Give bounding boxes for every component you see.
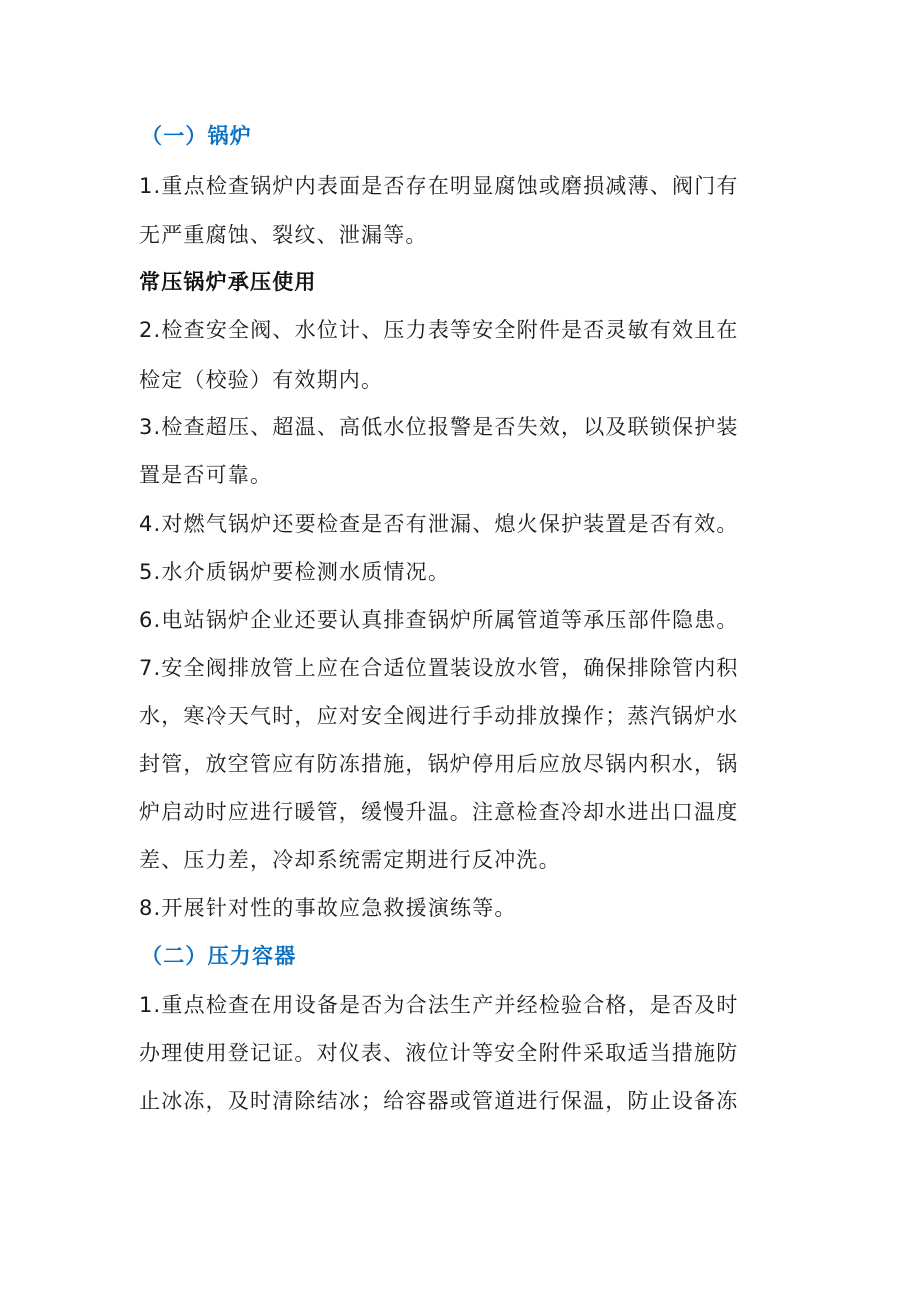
paragraph-line: 2.检查安全阀、水位计、压力表等安全附件是否灵敏有效且在 [139, 318, 739, 342]
paragraph-line: 封管，放空管应有防冻措施，锅炉停用后应放尽锅内积水，锅 [139, 752, 739, 776]
paragraph-line: 6.电站锅炉企业还要认真排查锅炉所属管道等承压部件隐患。 [139, 608, 739, 632]
paragraph-line: 8.开展针对性的事故应急救援演练等。 [139, 896, 517, 920]
paragraph-line: 7.安全阀排放管上应在合适位置装设放水管，确保排除管内积 [139, 656, 739, 680]
paragraph-line: 止冰冻，及时清除结冰；给容器或管道进行保温，防止设备冻 [139, 1089, 739, 1113]
paragraph-line: 水，寒冷天气时，应对安全阀进行手动排放操作；蒸汽锅炉水 [139, 704, 739, 728]
paragraph-line: 置是否可靠。 [139, 463, 273, 487]
paragraph-line: 1.重点检查锅炉内表面是否存在明显腐蚀或磨损减薄、阀门有 [139, 174, 739, 198]
paragraph-line: 5.水介质锅炉要检测水质情况。 [139, 560, 451, 584]
section-heading-pressure-vessel: （二）压力容器 [141, 944, 297, 968]
section-heading-boiler: （一）锅炉 [141, 124, 252, 148]
subheading-atmospheric-boiler: 常压锅炉承压使用 [139, 270, 317, 294]
paragraph-line: 办理使用登记证。对仪表、液位计等安全附件采取适当措施防 [139, 1041, 739, 1065]
paragraph-line: 3.检查超压、超温、高低水位报警是否失效，以及联锁保护装 [139, 415, 739, 439]
paragraph-line: 4.对燃气锅炉还要检查是否有泄漏、熄火保护装置是否有效。 [139, 512, 739, 536]
paragraph-line: 无严重腐蚀、裂纹、泄漏等。 [139, 223, 428, 247]
paragraph-line: 检定（校验）有效期内。 [139, 368, 384, 392]
paragraph-line: 1.重点检查在用设备是否为合法生产并经检验合格，是否及时 [139, 993, 739, 1017]
paragraph-line: 炉启动时应进行暖管，缓慢升温。注意检查冷却水进出口温度 [139, 800, 739, 824]
paragraph-line: 差、压力差，冷却系统需定期进行反冲洗。 [139, 848, 561, 872]
